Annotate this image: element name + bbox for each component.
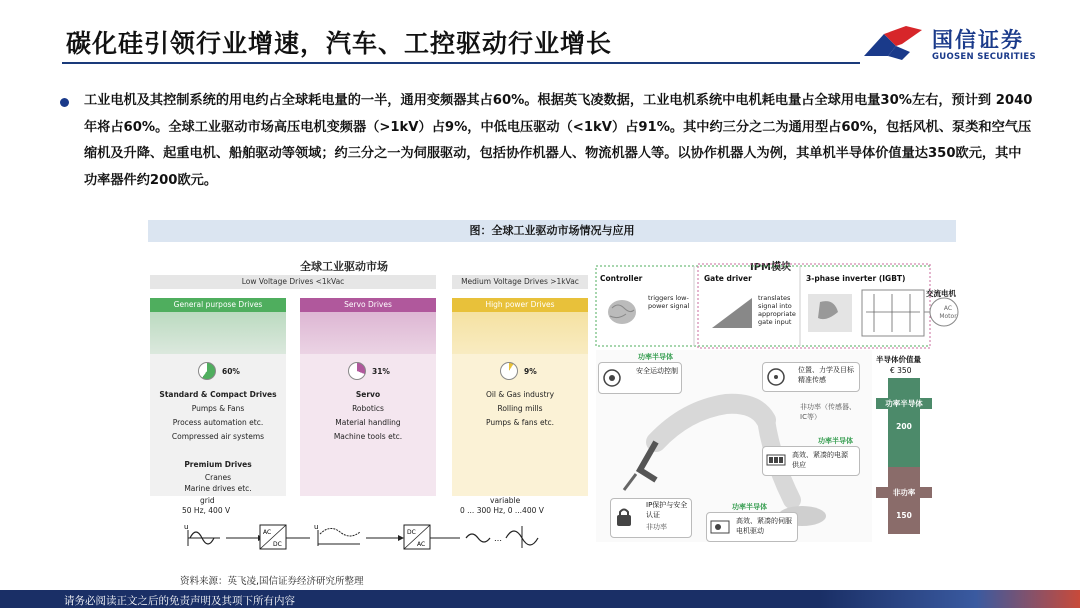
share-pie-icon	[500, 362, 518, 380]
grid-label: grid	[200, 496, 215, 505]
market-column-line: Servo	[355, 390, 381, 399]
footer-bar	[0, 590, 1080, 608]
voltage-u-label-2: u	[314, 523, 319, 531]
figure-title: 图：全球工业驱动市场情况与应用	[148, 220, 956, 242]
market-column-line: Robotics	[352, 404, 384, 413]
gate-ramp-icon	[712, 298, 752, 328]
share-percent: 60%	[222, 367, 240, 376]
market-column-line	[150, 444, 286, 458]
market-column-line: Process automation etc.	[172, 418, 264, 427]
value-bar-total: € 350	[890, 366, 912, 375]
power-semi-tag-2: 功率半导体	[818, 437, 853, 445]
ip-protect-text: IP保护与安全认证	[646, 501, 688, 519]
servo-motor-icon	[710, 518, 732, 536]
title-divider	[62, 62, 860, 64]
value-bar-title: 半导体价值量	[876, 355, 921, 364]
safe-motion-text: 安全运动控制	[636, 367, 678, 375]
gate-driver-note: translates signal into appropriate gate input	[758, 294, 796, 326]
controller-label: Controller	[600, 274, 643, 283]
footer-disclaimer: 请务必阅读正文之后的免责声明及其项下所有内容	[64, 595, 295, 607]
low-voltage-band: Low Voltage Drives <1kVac	[150, 275, 436, 289]
market-column-line: Premium Drives	[184, 460, 252, 469]
brain-icon	[608, 300, 636, 324]
market-column-line: Cranes	[204, 473, 232, 482]
svg-text:DC: DC	[407, 529, 416, 536]
variable-label: variable	[490, 496, 521, 505]
non-power-note-2: 非功率	[646, 523, 667, 531]
figure-source: 资料来源：英飞凌,国信证券经济研究所整理	[180, 576, 364, 587]
controller-note: triggers low-power signal	[648, 294, 690, 310]
power-semi-tag-1: 功率半导体	[638, 353, 673, 361]
market-column-photo	[150, 312, 286, 354]
logo-mark-icon	[862, 22, 928, 66]
svg-text:AC: AC	[263, 529, 272, 536]
share-pie-icon	[348, 362, 366, 380]
market-column-line: Rolling mills	[497, 404, 543, 413]
lock-icon	[614, 506, 634, 528]
ipm-title: IPM模块	[750, 262, 792, 273]
ac-motor-label-en: AC Motor	[939, 305, 957, 320]
ac-motor-label-cn: 交流电机	[926, 289, 956, 298]
market-title: 全球工业驱动市场	[300, 260, 388, 273]
value-bar-nonpower-value: 150	[896, 511, 912, 521]
value-bar-nonpower	[888, 467, 920, 534]
inverter-label: 3-phase inverter (IGBT)	[806, 274, 906, 283]
market-column-head: General purpose Drives	[150, 298, 286, 312]
gate-driver-label: Gate driver	[704, 274, 752, 283]
logo-text-en: GUOSEN SECURITIES	[932, 52, 1036, 62]
igbt-bridge-icon	[862, 290, 924, 336]
value-bar-power-label: 功率半导体	[876, 398, 932, 409]
market-column-photo	[452, 312, 588, 354]
servo-drive-text: 高效、紧凑的伺服电机驱动	[736, 517, 792, 535]
bullet-dot-icon	[60, 98, 69, 107]
power-supply-text: 高效、紧凑的电源供应	[792, 451, 848, 469]
svg-text:AC: AC	[417, 541, 426, 548]
non-power-note-1: 非功率（传感器、IC等）	[800, 403, 856, 421]
dc-ripple-icon	[320, 528, 360, 536]
footer-decoration	[820, 590, 1080, 608]
brand-logo	[862, 22, 1042, 66]
share-percent: 9%	[524, 367, 537, 376]
conversion-diagram	[180, 520, 560, 550]
market-column-text	[452, 388, 588, 430]
market-column-line: Pumps & fans etc.	[485, 418, 555, 427]
logo-text-cn: 国信证券	[932, 28, 1024, 52]
share-percent: 31%	[372, 367, 390, 376]
market-column-line: Compressed air systems	[171, 432, 265, 441]
market-column-text	[300, 388, 436, 444]
svg-text:…: …	[494, 534, 502, 543]
market-column-head: High power Drives	[452, 298, 588, 312]
motion-camera-icon	[602, 368, 622, 388]
market-column-line: Pumps & Fans	[191, 404, 245, 413]
market-column-text	[150, 388, 286, 494]
market-column-line: Material handling	[335, 418, 401, 427]
grid-spec: 50 Hz, 400 V	[182, 506, 231, 515]
share-pie-icon	[198, 362, 216, 380]
value-bar-power-value: 200	[896, 422, 912, 431]
battery-icon	[766, 451, 788, 469]
voltage-u-label-1: u	[184, 523, 189, 531]
market-column-photo	[300, 312, 436, 354]
medium-voltage-band: Medium Voltage Drives >1kVac	[452, 275, 588, 289]
market-column-line: Machine tools etc.	[333, 432, 403, 441]
page-title: 碳化硅引领行业增速，汽车、工控驱动行业增长	[66, 29, 613, 58]
market-column-line: Marine drives etc.	[184, 484, 252, 493]
market-column-line: Oil & Gas industry	[485, 390, 555, 399]
body-paragraph: 工业电机及其控制系统的用电约占全球耗电量的一半，通用变频器其占60%。根据英飞凌数据，工业电机系统中电机耗电量占全球用电量30%左右，预计到 2040年将占60%。全球工业驱动市场高压电机变频器（>1kV）占9%，中低电压驱动（<1kV）占91%。其中约三分之二为通用型占60%，包括风机、泵类和空气压缩机及升降、起重电机、船舶驱动等领域；约三分之一为伺服驱动，包括协作机器人、物流机器人等。以协作机器人为例，其单机半导体价值量达350欧元，其中功率器件约200欧元。	[84, 93, 1033, 188]
svg-text:DC: DC	[273, 541, 282, 548]
market-column-head: Servo Drives	[300, 298, 436, 312]
market-column-line: Standard & Compact Drives	[159, 390, 277, 399]
variable-spec: 0 ... 300 Hz, 0 ...400 V	[460, 506, 544, 515]
variable-wave-icon	[466, 534, 490, 542]
sensor-icon	[766, 367, 786, 387]
sensing-text: 位置、力学及目标精准传感	[798, 366, 854, 384]
value-bar-nonpower-label: 非功率	[876, 487, 932, 498]
power-semi-tag-3: 功率半导体	[732, 503, 767, 511]
